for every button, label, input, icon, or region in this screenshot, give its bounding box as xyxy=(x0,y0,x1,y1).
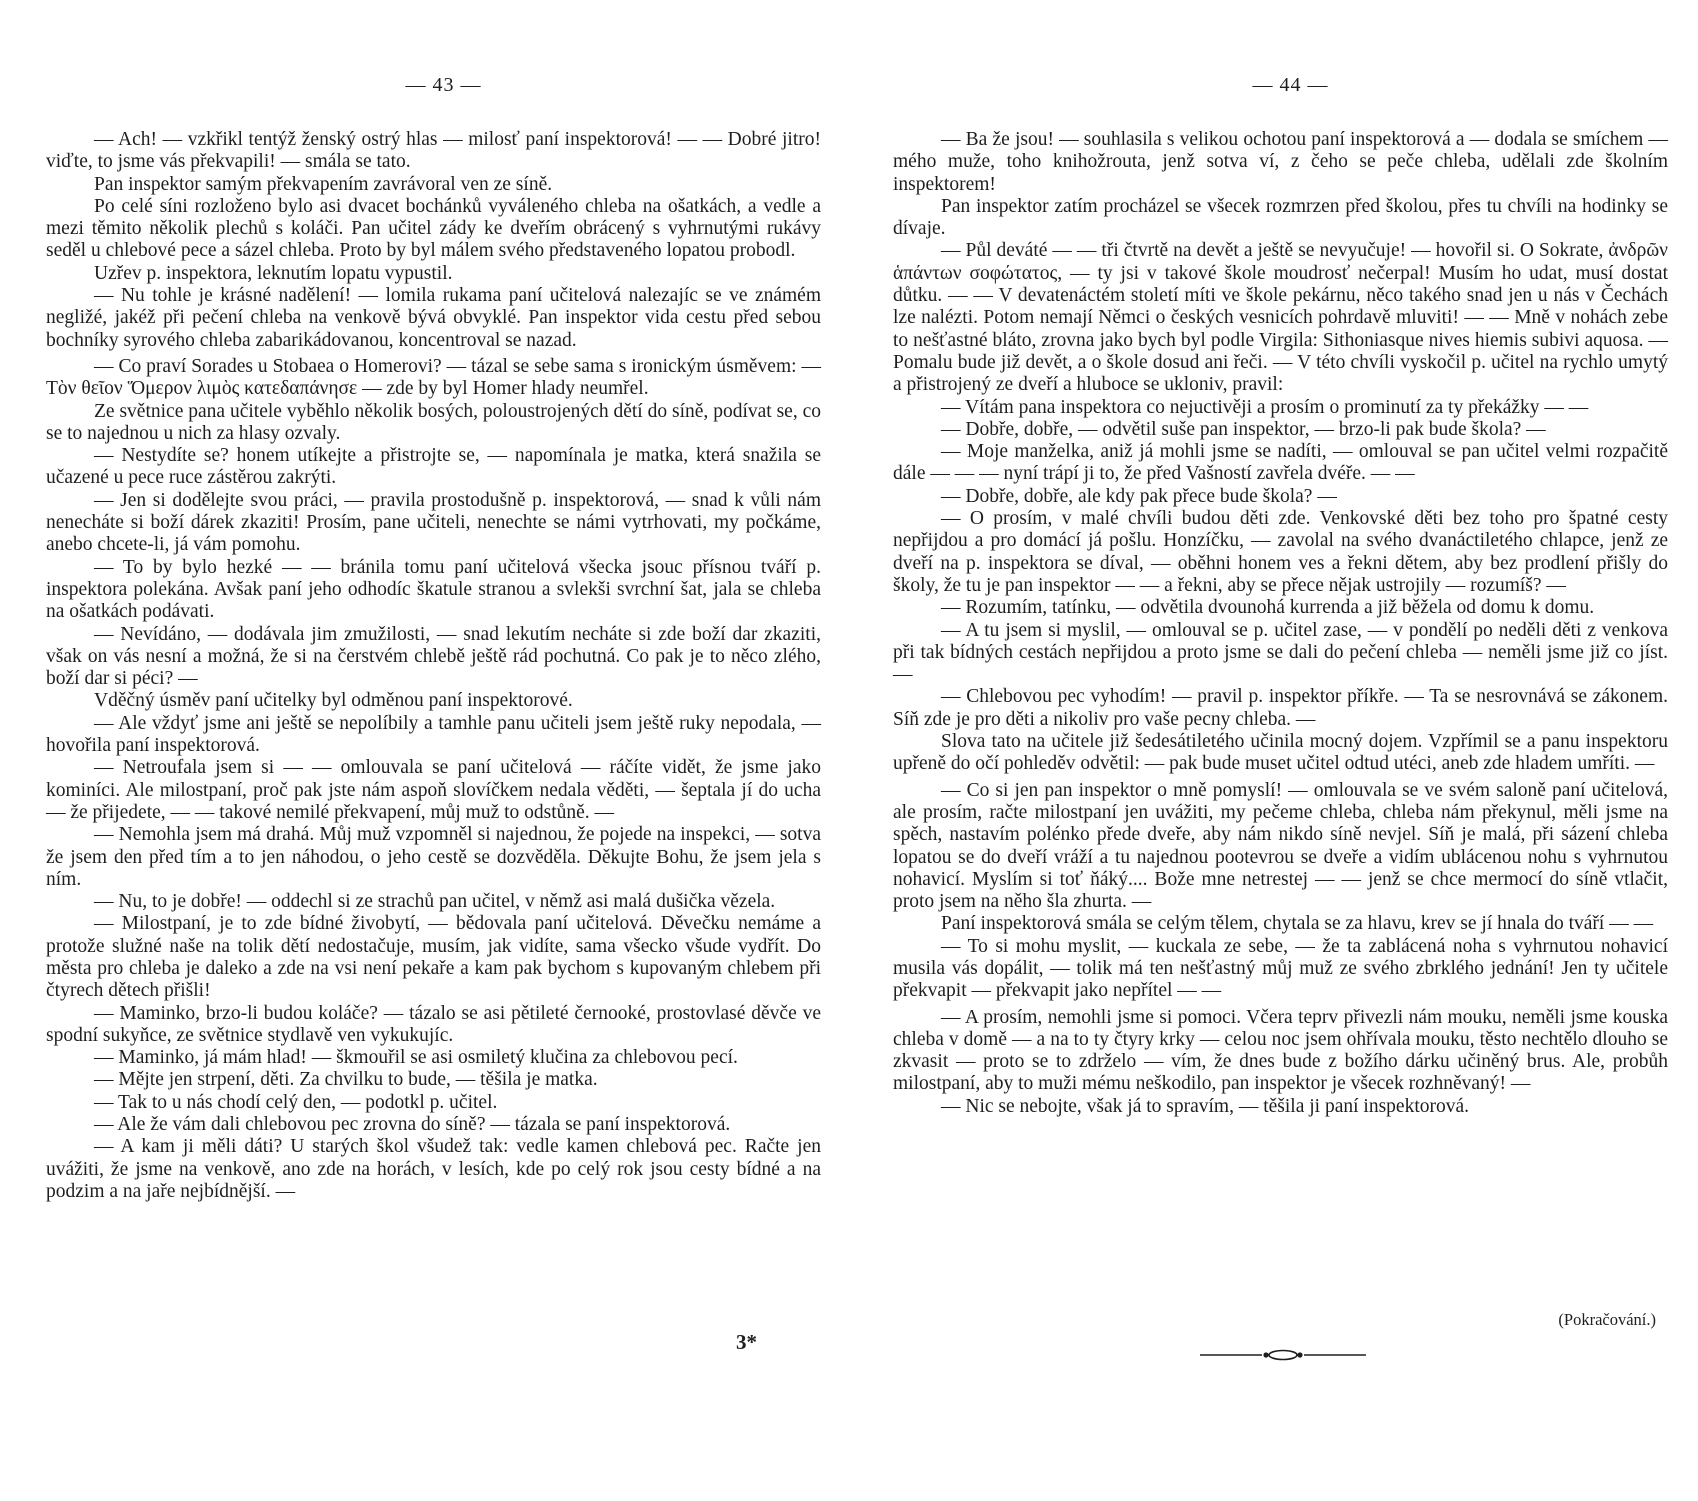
paragraph: Paní inspektorová smála se celým tělem, chytala se za hlavu, krev se jí hnala do tváří — — xyxy=(941,913,1654,935)
paragraph: Ze světnice pana učitele vyběhlo několik bosých, poloustrojených dětí do síně, podívat se, co se to najednou u nich za hlasy ozvaly. xyxy=(46,400,821,444)
paragraph: — Nestydíte se? honem utíkejte a přistrojte se, — napomínala je matka, která snažila se učazené u pece ruce zástěrou zakrýti. xyxy=(46,445,821,489)
paragraph: — Ale že vám dali chlebovou pec zrovna do síně? — tázala se paní inspektorová. xyxy=(94,1114,731,1136)
to-be-continued-note: (Pokračování.) xyxy=(1558,1310,1656,1329)
left-page xyxy=(46,0,821,1501)
sheet-signature-mark: 3* xyxy=(736,1330,757,1354)
paragraph: — Ach! — vzkřikl tentýž ženský ostrý hlas — milosť paní inspektorová! — — Dobré jitro! viďte, to jsme vás překvapili! — smála se tato. xyxy=(46,129,821,173)
paragraph: — Tak to u nás chodí celý den, — podotkl p. učitel. xyxy=(94,1091,498,1113)
paragraph: — O prosím, v malé chvíli budou děti zde. Venkovské děti bez toho pro špatné cesty nepřijdou a pro domácí já pošlu. Honzíčku, — zavolal na svého dvanáctiletého chlapce, jenž ze dveří na p. inspektora se díval, — oběhni honem ves a řekni dětem, aby bez prodlení přišly do školy, že tu je pan inspektor — — a řekni, aby se přece nějak ustrojily — rozumíš? — xyxy=(893,508,1668,596)
paragraph: — Nu tohle je krásné nadělení! — lomila rukama paní učitelová nalezajíc se ve známém negližé, jakéž při pečení chleba na venkově bývá obvyklé. Pan inspektor vida cestu před sebou bochníky syrového chleba zabarikádovanou, koncentroval se nazad. xyxy=(46,285,821,351)
page-number: — 43 — xyxy=(405,74,482,96)
page-body xyxy=(893,129,1668,1118)
paragraph: — Netroufala jsem si — — omlouvala se paní učitelová — ráčíte vidět, že jsme jako kominíci. Ale milostpaní, proč pak jste nám aspoň slovíčkem nedala věděti, — šeptala jí do ucha — že přijedete, — — takové nemilé překvapení, můj muž to odstůně. — xyxy=(46,757,821,823)
right-page xyxy=(893,0,1668,1501)
paragraph: — Nevídáno, — dodávala jim zmužilosti, — snad lekutím necháte si zde boží dar zkaziti, však on vás nesní a možná, že si na čerstvém chlebě ještě rád pochutná. Co pak je to něco zlého, boží dar si péci? — xyxy=(46,623,821,690)
paragraph: — Moje manželka, aniž já mohli jsme se nadíti, — omlouval se pan učitel velmi rozpačitě dále — — — nyní trápí ji to, že před Vašností zavřela dvéře. — — xyxy=(893,441,1668,485)
paragraph: — Milostpaní, je to zde bídné živobytí, — bědovala paní učitelová. Děvečku nemáme a protože služné naše na tolik dětí nedostačuje, musím, jak vidíte, sama všecko všude vydřít. Do města pro chleba je daleko a zde na vsi není pekaře a kam pak bychom s kupovaným chlebem při čtyrech dětech přišli! xyxy=(46,913,821,1002)
paragraph: Po celé síni rozloženo bylo asi dvacet bochánků vyváleného chleba na ošatkách, a vedle a mezi těmito několik plechů s koláči. Pan učitel zády ke dveřím obrácený s vyhrnutými rukávy seděl u chlebové pece a sázel chleba. Proto by byl málem svého představeného lopatou probodl. xyxy=(46,195,821,262)
paragraph: Uzřev p. inspektora, leknutím lopatu vypustil. xyxy=(94,262,453,284)
paragraph: — Půl deváté — — tři čtvrtě na devět a ještě se nevyučuje! — hovořil si. O Sokrate, ἀνδρῶν ἁπάντων σοφώτατος, — ty jsi v takové škole moudrosť nečerpal! Musím ho udat, musí dostat důtku. — — V devatenáctém století míti ve škole pekárnu, něco takého snad jen u nás v Čechách lze nalézti. Potom nemají Němci o českých vesnicích pohrdavě mluviti! — — Mně v nohách zebe to nešťastné bláto, zrovna jako bych byl podle Virgila: Sithoniasque nives hiemis subivi aquosa. — Pomalu bude již devět, a o škole dosud ani řeči. — V této chvíli vyskočil p. učitel na rychlo umytý a přistrojený ze dveří a hluboce se ukloniv, pravil: xyxy=(893,240,1668,396)
paragraph: Pan inspektor zatím procházel se všecek rozmrzen před školou, přes tu chvíli na hodinky se dívaje. xyxy=(893,195,1668,240)
paragraph: Slova tato na učitele již šedesátiletého učinila mocný dojem. Vzpřímil se a panu inspektoru upřeně do očí pohleděv odvětil: — pak bude muset učitel odtud utéci, aneb zde hladem umříti. — xyxy=(893,731,1668,775)
paragraph: — Jen si dodělejte svou práci, — pravila prostodušně p. inspektorová, — snad k vůli nám nenecháte si boží dárek zkaziti! Prosím, pane učiteli, nenechte se námi vytrhovati, my počkáme, anebo chcete-li, já vám pomohu. xyxy=(46,489,821,556)
paragraph: — A prosím, nemohli jsme si pomoci. Včera teprv přivezli nám mouku, neměli jsme kouska chleba v domě — a na to ty čtyry krky — celou noc jsem ohřívala mouku, těsto nechtělo dlouho se zkvasit — proto se to zdrželo — vím, že dnes bude z božího dárku učiněný brus. Ale, probůh milostpaní, aby to muži mému neškodilo, pan inspektor je všecek rozhněvaný! — xyxy=(893,1006,1668,1095)
paragraph: — Co praví Sorades u Stobaea o Homerovi? — tázal se sebe sama s ironickým úsměvem: — Τὸν θεῖον Ὅμερον λιμὸς κατεδαπάνησε — zde by byl Homer hlady neumřel. xyxy=(46,355,821,400)
paragraph: — Dobře, dobře, ale kdy pak přece bude škola? — xyxy=(941,485,1337,507)
paragraph: — Mějte jen strpení, děti. Za chvilku to bude, — těšila je matka. xyxy=(94,1069,598,1091)
paragraph: — Ale vždyť jsme ani ještě se nepolíbily a tamhle panu učiteli jsem ještě ruky nepodala, — hovořila paní inspektorová. xyxy=(46,712,821,757)
ornamental-rule-icon xyxy=(1198,1348,1368,1362)
paragraph: — Ba že jsou! — souhlasila s velikou ochotou paní inspektorová a — dodala se smíchem — mého muže, toho knihožrouta, jenž sotva ví, z čeho se peče chleba, udělali zde školním inspektorem! xyxy=(893,129,1668,195)
paragraph: — Vítám pana inspektora co nejuctivěji a prosím o prominutí za ty překážky — — xyxy=(941,396,1589,418)
paragraph: — Maminko, brzo-li budou koláče? — tázalo se asi pětileté černooké, prostovlasé děvče ve spodní sukyňce, ze světnice stydlavě ven vykukujíc. xyxy=(46,1002,821,1046)
paragraph: — Rozumím, tatínku, — odvětila dvounohá kurrenda a již běžela od domu k domu. xyxy=(941,597,1595,619)
paragraph: — A tu jsem si myslil, — omlouval se p. učitel zase, — v pondělí po neděli děti z venkova při tak bídných cestách nepřijdou a proto jsme se dali do pečení chleba — neměli jsme již co jíst. — xyxy=(893,619,1668,686)
paragraph: Vděčný úsměv paní učitelky byl odměnou paní inspektorové. xyxy=(94,690,573,712)
paragraph: Pan inspektor samým překvapením zavrávoral ven ze síně. xyxy=(94,173,553,195)
page-body xyxy=(46,129,821,1203)
paragraph: — Maminko, já mám hlad! — škmouřil se asi osmiletý klučina za chlebovou pecí. xyxy=(94,1047,738,1069)
paragraph: — To by bylo hezké — — bránila tomu paní učitelová všecka jsouc přísnou tváří p. inspektora polekána. Avšak paní jeho odhodíc škatule stranou a svlekši svrchní šat, jala se chleba na ošatkách podávati. xyxy=(46,556,821,623)
page-number: — 44 — xyxy=(1252,74,1329,96)
paragraph: — Chlebovou pec vyhodím! — pravil p. inspektor příkře. — Ta se nesrovnává se zákonem. Síň zde je pro děti a nikoliv pro vaše pecny chleba. — xyxy=(893,686,1668,730)
paragraph: — Dobře, dobře, — odvětil suše pan inspektor, — brzo-li pak bude škola? — xyxy=(941,418,1546,440)
paragraph: — Nemohla jsem má drahá. Můj muž vzpomněl si najednou, že pojede na inspekci, — sotva že jsem den před tím a to jen náhodou, o jeho cestě se dozvěděla. Děkujte Bohu, že jsem jela s ním. xyxy=(46,824,821,890)
paragraph: — Nu, to je dobře! — oddechl si ze strachů pan učitel, v němž asi malá dušička vězela. xyxy=(94,891,776,913)
paragraph: — Nic se nebojte, však já to spravím, — těšila ji paní inspektorová. xyxy=(941,1095,1470,1117)
paragraph: — To si mohu myslit, — kuckala ze sebe, — že ta zablácená noha s vyhrnutou nohavicí musila vás dopálit, — tolik má ten nešťastný můj muž ze svého zbrklého jednání! Jen ty učitele překvapit — překvapit jako nepřítel — — xyxy=(893,935,1668,1002)
paragraph: — A kam ji měli dáti? U starých škol všudež tak: vedle kamen chlebová pec. Račte jen uvážiti, že jsme na venkově, ano zde na horách, v lesích, kde po celý rok jsou cesty bídné a na podzim a na jaře nejbídnější. — xyxy=(46,1136,821,1202)
paragraph: — Co si jen pan inspektor o mně pomyslí! — omlouvala se ve svém saloně paní učitelová, ale prosím, račte milostpaní jen uvážiti, my pečeme chleba, chleba nám překynul, měli jsme na spěch, nastavím polénko přede dveře, aby nám nikdo síně nevjel. Síň je malá, při sázení chleba lopatou se do dveří vráží a tu najednou pootevrou se dveře a vidím ublácenou nohu s vyhrnutou nohavicí. Myslím si toť ňáký.... Bože mne netrestej — — jenž se chce mermocí do síně vtlačit, proto jsem na něho šla zhurta. — xyxy=(893,779,1668,913)
